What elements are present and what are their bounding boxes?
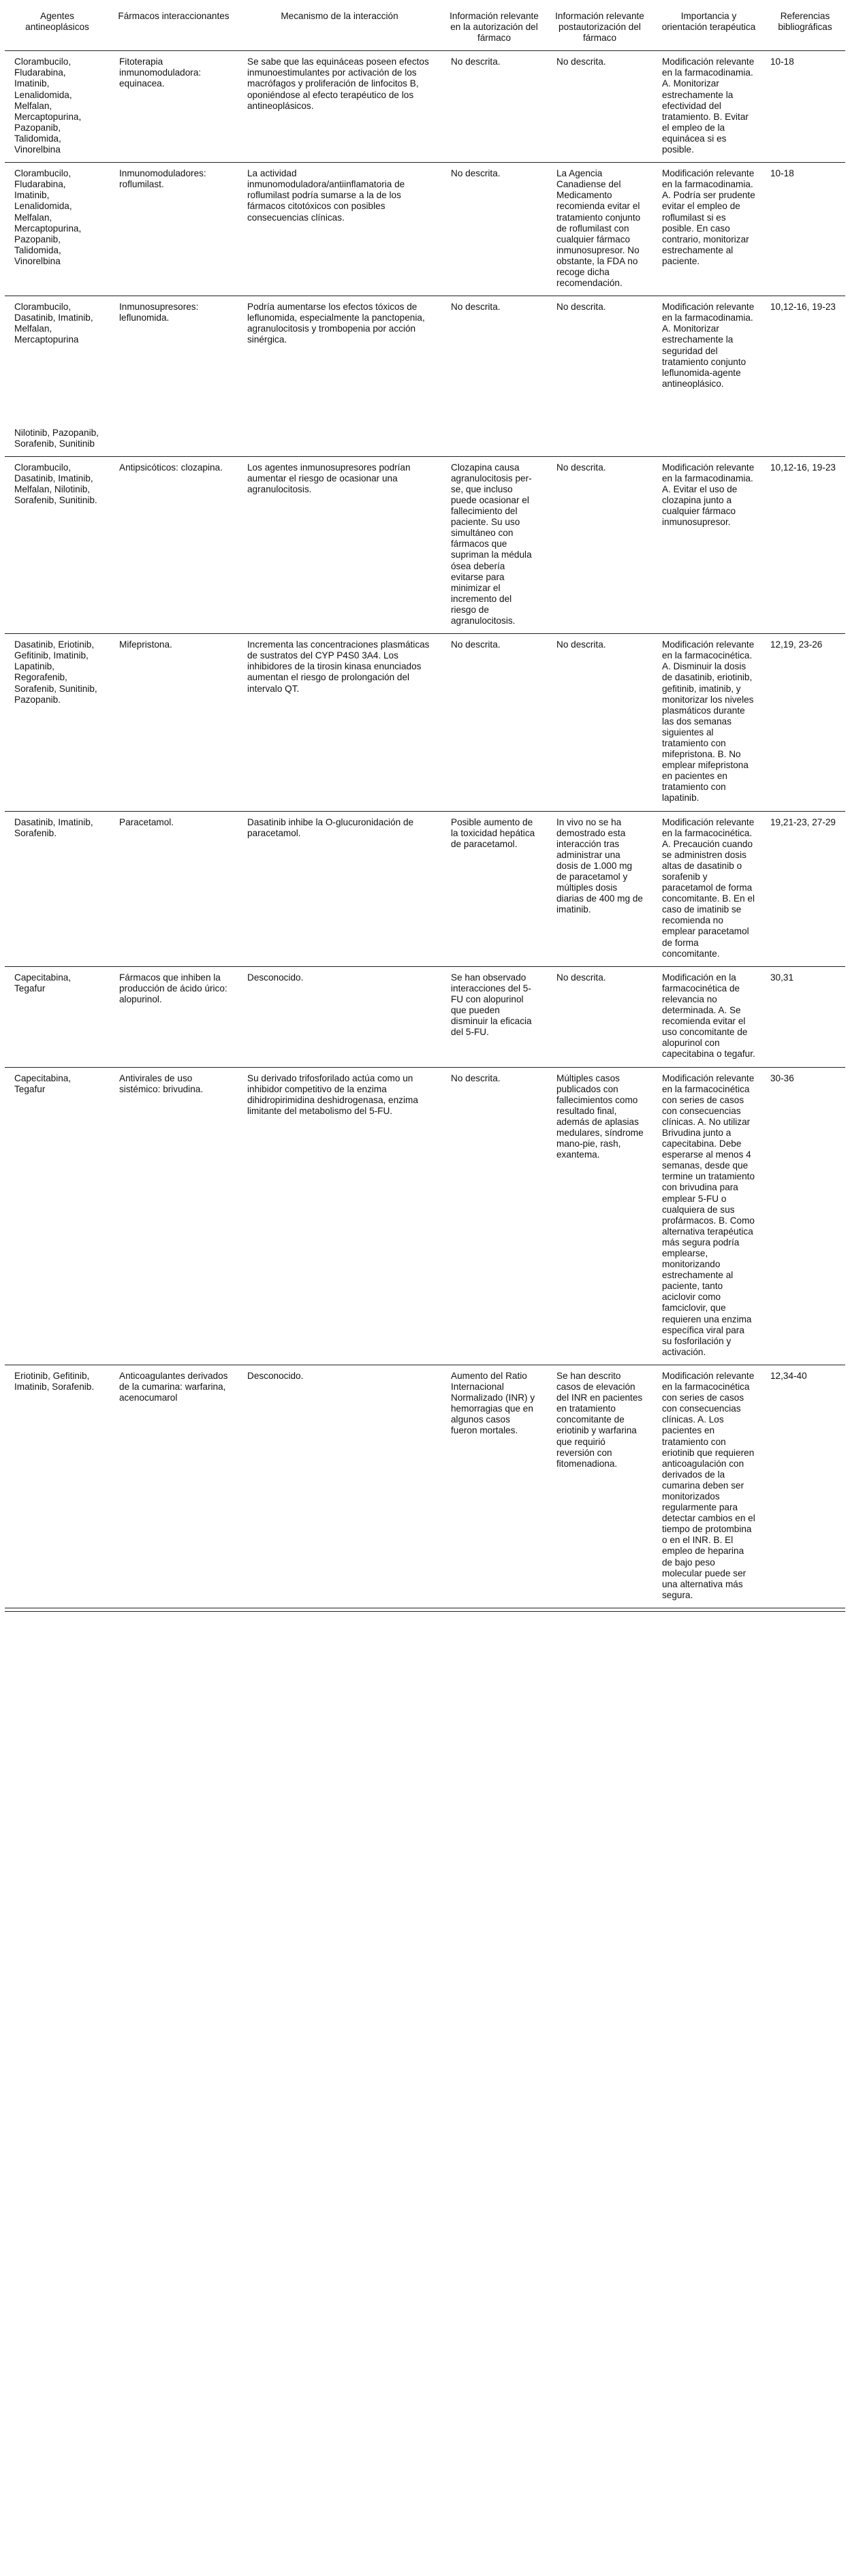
cell-importance: Modificación relevante en la farmacodinamia. A. Podría ser prudente evitar el empleo de roflumilast si es posible. En caso contrario, monitorizar estrechamente al paciente. bbox=[652, 163, 765, 296]
cell-authorization: Clozapina causa agranulocitosis per-se, que incluso puede ocasionar el fallecimiento del paciente. Su uso simultáneo con fármacos que supriman la médula ósea debería evitarse para minimizar el incremento del riesgo de agranulocitosis. bbox=[441, 456, 547, 633]
cell-importance: Modificación en la farmacocinética de relevancia no determinada. A. Se recomienda evitar el uso concomitante de alopurinol con capecitabina o tegafur. bbox=[652, 966, 765, 1067]
cell-importance: Modificación relevante en la farmacodinamia. A. Evitar el uso de clozapina junto a cualquier fármaco inmunosupresor. bbox=[652, 456, 765, 633]
cell-postauthorization: No descrita. bbox=[547, 51, 652, 163]
cell-postauthorization: No descrita. bbox=[547, 966, 652, 1067]
cell-interacting: Fármacos que inhiben la producción de ácido úrico: alopurinol. bbox=[110, 966, 238, 1067]
cell-agents: Capecitabina, Tegafur bbox=[5, 1067, 110, 1365]
cell-agents: Capecitabina, Tegafur bbox=[5, 966, 110, 1067]
header-authorization-info: Información relevante en la autorización del fármaco bbox=[441, 7, 547, 51]
cell-interacting: Fitoterapia inmunomoduladora: equinacea. bbox=[110, 51, 238, 163]
agents-part-1: Clorambucilo, Dasatinib, Imatinib, Melfalan, Mercaptopurina bbox=[14, 302, 93, 345]
cell-mechanism: La actividad inmunomoduladora/antiinflamatoria de roflumilast podría sumarse a la de los fármacos citotóxicos con posibles consecuencias clínicas. bbox=[238, 163, 441, 296]
table-bottom-rule bbox=[5, 1611, 845, 1612]
table-header bbox=[5, 7, 845, 51]
table-row bbox=[5, 163, 845, 296]
table-row bbox=[5, 966, 845, 1067]
header-row bbox=[5, 7, 845, 51]
cell-importance: Modificación relevante en la farmacocinética. A. Precaución cuando se administren dosis altas de dasatinib o sorafenib y paracetamol de forma concomitante. B. En el caso de imatinib se recomienda no emplear paracetamol de forma concomitante. bbox=[652, 811, 765, 966]
cell-agents: Clorambucilo, Fludarabina, Imatinib, Lenalidomida, Melfalan, Mercaptopurina, Pazopanib, Talidomida, Vinorelbina bbox=[5, 51, 110, 163]
cell-agents bbox=[5, 296, 110, 457]
cell-postauthorization: La Agencia Canadiense del Medicamento recomienda evitar el tratamiento conjunto de roflumilast con cualquier fármaco inmunosupresor. No obstante, la FDA no recoge dicha recomendación. bbox=[547, 163, 652, 296]
table-row bbox=[5, 634, 845, 811]
cell-references: 10,12-16, 19-23 bbox=[765, 456, 845, 633]
header-references: Referencias bibliográficas bbox=[765, 7, 845, 51]
cell-agents: Eriotinib, Gefitinib, Imatinib, Sorafenib. bbox=[5, 1365, 110, 1608]
cell-agents: Clorambucilo, Fludarabina, Imatinib, Lenalidomida, Melfalan, Mercaptopurina, Pazopanib, Talidomida, Vinorelbina bbox=[5, 163, 110, 296]
cell-references: 12,19, 23-26 bbox=[765, 634, 845, 811]
table-body bbox=[5, 51, 845, 1608]
cell-authorization: Aumento del Ratio Internacional Normalizado (INR) y hemorragias que en algunos casos fueron mortales. bbox=[441, 1365, 547, 1608]
cell-interacting: Antipsicóticos: clozapina. bbox=[110, 456, 238, 633]
cell-mechanism: Su derivado trifosforilado actúa como un inhibidor competitivo de la enzima dihidropirimidina deshidrogenasa, enzima limitante del metabolismo del 5-FU. bbox=[238, 1067, 441, 1365]
cell-mechanism: Podría aumentarse los efectos tóxicos de leflunomida, especialmente la panctopenia, agranulocitosis y trombopenia por acción sinérgica. bbox=[238, 296, 441, 457]
table-row bbox=[5, 51, 845, 163]
drug-interaction-table bbox=[5, 7, 845, 1608]
cell-authorization: No descrita. bbox=[441, 296, 547, 457]
cell-postauthorization: No descrita. bbox=[547, 456, 652, 633]
cell-interacting: Inmunomoduladores: roflumilast. bbox=[110, 163, 238, 296]
cell-postauthorization: Múltiples casos publicados con fallecimientos como resultado final, además de aplasias medulares, síndrome mano-pie, rash, exantema. bbox=[547, 1067, 652, 1365]
cell-agents: Dasatinib, Eriotinib, Gefitinib, Imatinib, Lapatinib, Regorafenib, Sorafenib, Sunitinib, Pazopanib. bbox=[5, 634, 110, 811]
cell-mechanism: Incrementa las concentraciones plasmáticas de sustratos del CYP P4S0 3A4. Los inhibidores de la tirosin kinasa enunciados aumentan el riesgo de prolongación del intervalo QT. bbox=[238, 634, 441, 811]
header-importance: Importancia y orientación terapéutica bbox=[652, 7, 765, 51]
cell-interacting: Inmunosupresores: leflunomida. bbox=[110, 296, 238, 457]
header-interacting-drugs: Fármacos interaccionantes bbox=[110, 7, 238, 51]
cell-mechanism: Dasatinib inhibe la O-glucuronidación de paracetamol. bbox=[238, 811, 441, 966]
cell-postauthorization: No descrita. bbox=[547, 634, 652, 811]
table-row bbox=[5, 1365, 845, 1608]
header-mechanism: Mecanismo de la interacción bbox=[238, 7, 441, 51]
cell-postauthorization: Se han descrito casos de elevación del INR en pacientes en tratamiento concomitante de eriotinib y warfarina que requirió reversión con fitomenadiona. bbox=[547, 1365, 652, 1608]
cell-references: 10-18 bbox=[765, 51, 845, 163]
table-row bbox=[5, 456, 845, 633]
cell-authorization: No descrita. bbox=[441, 1067, 547, 1365]
cell-interacting: Mifepristona. bbox=[110, 634, 238, 811]
cell-importance: Modificación relevante en la farmacocinética. A. Disminuir la dosis de dasatinib, eriotinib, gefitinib, imatinib, y monitorizar los niveles plasmáticos durante las dos semanas siguientes al tratamiento con mifepristona. B. No emplear mifepristona en pacientes en tratamiento con lapatinib. bbox=[652, 634, 765, 811]
cell-importance: Modificación relevante en la farmacocinética con series de casos con consecuencias clínicas. A. No utilizar Brivudina junto a capecitabina. Debe esperarse al menos 4 semanas, desde que termine un tratamiento con brivudina para emplear 5-FU o cualquiera de sus profármacos. B. Como alternativa terapéutica más segura podría emplearse, monitorizando estrechamente al paciente, tanto aciclovir como famciclovir, que requieren una enzima específica viral para su fosforilación y activación. bbox=[652, 1067, 765, 1365]
cell-mechanism: Desconocido. bbox=[238, 1365, 441, 1608]
cell-authorization: No descrita. bbox=[441, 634, 547, 811]
cell-interacting: Antivirales de uso sistémico: brivudina. bbox=[110, 1067, 238, 1365]
cell-references: 12,34-40 bbox=[765, 1365, 845, 1608]
cell-references: 30,31 bbox=[765, 966, 845, 1067]
header-agents: Agentes antineoplásicos bbox=[5, 7, 110, 51]
table-row bbox=[5, 296, 845, 457]
cell-postauthorization: In vivo no se ha demostrado esta interacción tras administrar una dosis de 1.000 mg de paracetamol y múltiples dosis diarias de 400 mg de imatinib. bbox=[547, 811, 652, 966]
cell-interacting: Paracetamol. bbox=[110, 811, 238, 966]
cell-mechanism: Los agentes inmunosupresores podrían aumentar el riesgo de ocasionar una agranulocitosis. bbox=[238, 456, 441, 633]
table-row bbox=[5, 811, 845, 966]
agents-spacer bbox=[14, 346, 101, 428]
cell-importance: Modificación relevante en la farmacodinamia. A. Monitorizar estrechamente la efectividad del tratamiento. B. Evitar el empleo de la equinácea si es posible. bbox=[652, 51, 765, 163]
cell-importance: Modificación relevante en la farmacocinética con series de casos con consecuencias clínicas. A. Los pacientes en tratamiento con eriotinib que requieren anticoagulación con derivados de la cumarina deben ser monitorizados regularmente para detectar cambios en el tiempo de protombina o en el INR. B. El empleo de heparina de bajo peso molecular puede ser una alternativa más segura. bbox=[652, 1365, 765, 1608]
cell-agents: Dasatinib, Imatinib, Sorafenib. bbox=[5, 811, 110, 966]
cell-references: 10-18 bbox=[765, 163, 845, 296]
table-row bbox=[5, 1067, 845, 1365]
cell-authorization: No descrita. bbox=[441, 163, 547, 296]
cell-authorization: Se han observado interacciones del 5-FU con alopurinol que pueden disminuir la eficacia del 5-FU. bbox=[441, 966, 547, 1067]
cell-mechanism: Se sabe que las equináceas poseen efectos inmunoestimulantes por activación de los macrófagos y proliferación de linfocitos B, oponiéndose al efecto terapéutico de los antineoplásicos. bbox=[238, 51, 441, 163]
cell-interacting: Anticoagulantes derivados de la cumarina: warfarina, acenocumarol bbox=[110, 1365, 238, 1608]
cell-references: 19,21-23, 27-29 bbox=[765, 811, 845, 966]
cell-importance: Modificación relevante en la farmacodinamia. A. Monitorizar estrechamente la seguridad del tratamiento conjunto leflunomida-agente antineoplásico. bbox=[652, 296, 765, 457]
cell-mechanism: Desconocido. bbox=[238, 966, 441, 1067]
cell-references: 30-36 bbox=[765, 1067, 845, 1365]
cell-authorization: Posible aumento de la toxicidad hepática de paracetamol. bbox=[441, 811, 547, 966]
cell-postauthorization: No descrita. bbox=[547, 296, 652, 457]
cell-authorization: No descrita. bbox=[441, 51, 547, 163]
header-postauthorization-info: Información relevante postautorización del fármaco bbox=[547, 7, 652, 51]
cell-agents: Clorambucilo, Dasatinib, Imatinib, Melfalan, Nilotinib, Sorafenib, Sunitinib. bbox=[5, 456, 110, 633]
agents-part-2: Nilotinib, Pazopanib, Sorafenib, Sunitinib bbox=[14, 427, 99, 449]
cell-references: 10,12-16, 19-23 bbox=[765, 296, 845, 457]
